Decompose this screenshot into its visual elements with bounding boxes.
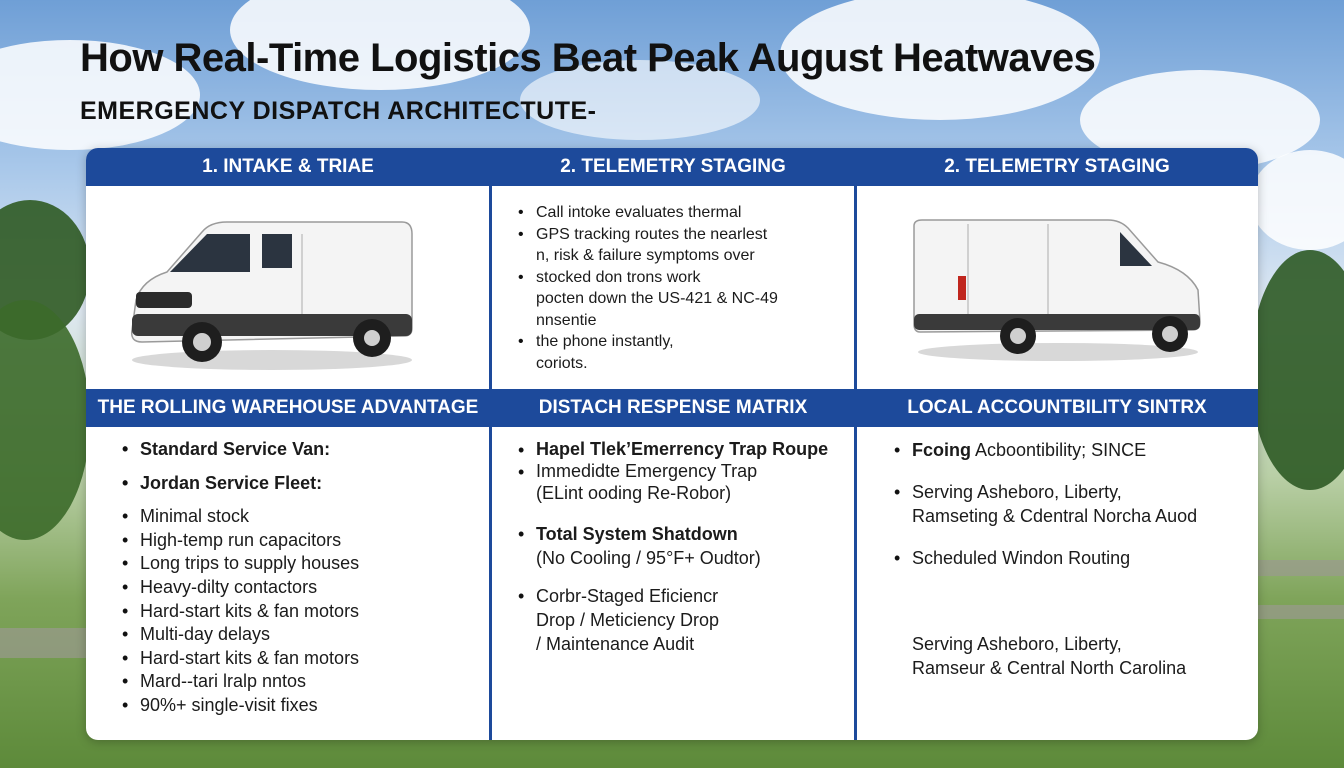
list-item	[890, 438, 1240, 462]
tree	[1250, 250, 1344, 490]
list-item: • Minimal stock	[118, 505, 478, 529]
road	[1258, 605, 1344, 619]
list-item: • Jordan Service Fleet:	[118, 472, 478, 496]
list-item: • Call intoke evaluates thermal	[514, 202, 844, 224]
block-line: / Maintenance Audit	[536, 634, 695, 654]
block-sub: (ELint ooding Re-Robor)	[536, 483, 732, 503]
list-item: pocten down the US-421 & NC-49	[536, 290, 778, 307]
item-text: Acboontibility; SINCE	[971, 440, 1147, 460]
page-subtitle: EMERGENCY DISPATCH ARCHITECTUTE-	[80, 97, 597, 125]
header-intake-triage: 1. INTAKE & TRIAE	[86, 148, 490, 186]
list-item: • 90%+ single-visit fixes	[118, 694, 478, 718]
list-item: nnsentie	[536, 311, 597, 329]
white-van-rear-icon	[908, 210, 1208, 370]
list-item: • Standard Service Van:	[118, 438, 478, 462]
tree	[0, 300, 90, 540]
list-item	[890, 480, 1240, 528]
item-line: • Serving Asheboro, Liberty,	[912, 482, 1122, 502]
block-line: Drop / Meticiency Drop	[536, 610, 720, 630]
header-local-accountability: LOCAL ACCOUNTBILITY SINTRX	[856, 389, 1258, 427]
column-divider	[489, 148, 492, 740]
list-item	[514, 522, 844, 570]
header-rolling-warehouse: THE ROLLING WAREHOUSE ADVANTAGE	[86, 389, 490, 427]
list-item: • stocked don trons work	[514, 267, 844, 289]
list-item	[514, 460, 844, 504]
list-item: • Multi-day delays	[118, 623, 478, 647]
list-item: • the phone instantly,	[514, 331, 844, 353]
list-item: • High-temp run capacitors	[118, 529, 478, 553]
footer-line: Serving Asheboro, Liberty,	[912, 634, 1122, 654]
block-line: • Corbr-Staged Eficiencr	[536, 586, 719, 606]
block-line: • Immedidte Emergency Trap	[536, 461, 758, 481]
list-item: • Hard-start kits & fan motors	[118, 647, 478, 671]
list-item: coriots.	[536, 354, 588, 372]
footer-line: Ramseur & Central North Carolina	[912, 658, 1187, 678]
item-line: Ramseting & Cdentral Norcha Auod	[912, 506, 1198, 526]
rolling-warehouse-list	[118, 438, 478, 718]
dispatch-matrix-list	[514, 438, 844, 656]
list-item: • Long trips to supply houses	[118, 552, 478, 576]
cloud	[1250, 150, 1344, 250]
header-dispatch-matrix: DISTACH RESPENSE MATRIX	[490, 389, 856, 427]
list-item	[890, 546, 1240, 570]
list-item: • Hard-start kits & fan motors	[118, 600, 478, 624]
list-item	[514, 584, 844, 656]
list-item	[514, 438, 844, 460]
block-title: • Total System Shatdown	[536, 524, 738, 544]
intake-notes-list	[514, 202, 844, 374]
road	[0, 628, 90, 658]
item-bold: Fcoing	[912, 440, 971, 460]
header-telemetry-staging: 2. TELEMETRY STAGING	[490, 148, 856, 186]
column-divider	[854, 148, 857, 740]
list-item: • GPS tracking routes the nearlest	[514, 224, 844, 246]
list-item: • Mard--tari lralp nntos	[118, 670, 478, 694]
page-title: How Real-Time Logistics Beat Peak August Heatwaves	[80, 36, 1096, 80]
item-text: Scheduled Windon Routing	[912, 548, 1131, 568]
list-item: n, risk & failure symptoms over	[536, 247, 755, 264]
service-area-footer	[890, 632, 1240, 680]
road	[1258, 560, 1344, 576]
dispatch-panel	[86, 148, 1258, 740]
block-sub: (No Cooling / 95°F+ Oudtor)	[536, 548, 761, 568]
block-title: • Hapel Tlek’Emerrency Trap Roupe	[536, 439, 829, 459]
header-telemetry-staging-2: 2. TELEMETRY STAGING	[856, 148, 1258, 186]
list-item: • Heavy-dilty contactors	[118, 576, 478, 600]
white-van-front-icon	[122, 210, 422, 380]
local-accountability-list	[890, 438, 1240, 680]
